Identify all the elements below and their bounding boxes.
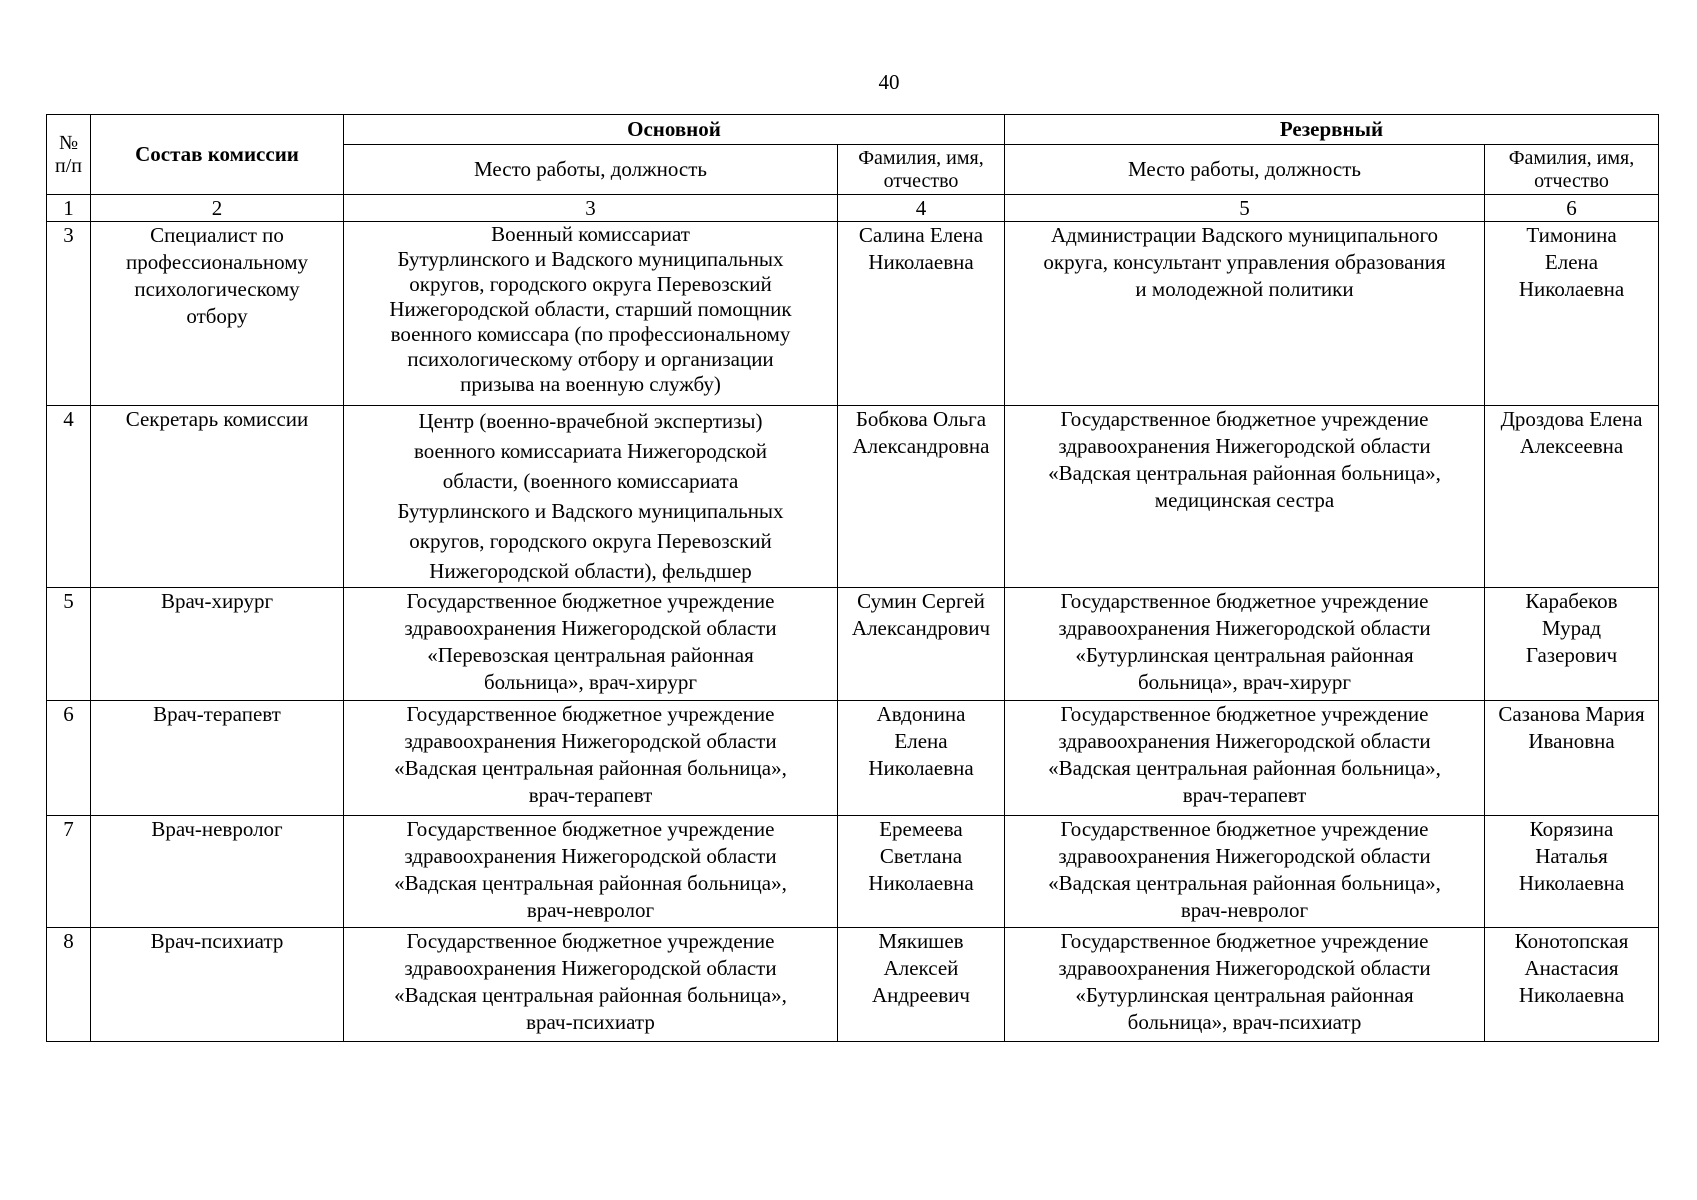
header-main-name: Фамилия, имя, отчество [838, 145, 1005, 195]
column-index-cell: 6 [1485, 195, 1659, 222]
table-row [47, 928, 1659, 1042]
row-role: Врач-психиатр [91, 928, 344, 1042]
row-reserve-workplace: Государственное бюджетное учреждение здравоохранения Нижегородской области «Вадская центральная районная больница», врач-терапевт [1005, 701, 1485, 816]
table-row [47, 816, 1659, 928]
header-reserve-workplace: Место работы, должность [1005, 145, 1485, 195]
row-role: Врач-хирург [91, 588, 344, 701]
header-num: № п/п [47, 115, 91, 195]
row-main-workplace: Государственное бюджетное учреждение здравоохранения Нижегородской области «Вадская центральная районная больница», врач-психиатр [344, 928, 838, 1042]
header-reserve-group: Резервный [1005, 115, 1659, 145]
row-reserve-name: Сазанова Мария Ивановна [1485, 701, 1659, 816]
commission-table [46, 114, 1659, 1042]
row-num: 7 [47, 816, 91, 928]
row-num: 3 [47, 222, 91, 406]
row-main-workplace: Государственное бюджетное учреждение здравоохранения Нижегородской области «Вадская центральная районная больница», врач-невролог [344, 816, 838, 928]
table-row [47, 406, 1659, 588]
column-index-cell: 4 [838, 195, 1005, 222]
row-role: Врач-невролог [91, 816, 344, 928]
row-main-name: Бобкова Ольга Александровна [838, 406, 1005, 588]
row-reserve-workplace: Государственное бюджетное учреждение здравоохранения Нижегородской области «Вадская центральная районная больница», врач-невролог [1005, 816, 1485, 928]
header-composition: Состав комиссии [91, 115, 344, 195]
row-main-workplace: Военный комиссариат Бутурлинского и Вадского муниципальных округов, городского округа Перевозский Нижегородской области, старший помощник военного комиссара (по профессиональному психологическому отбору и организации призыва на военную службу) [344, 222, 838, 406]
table-row [47, 588, 1659, 701]
row-main-name: Авдонина Елена Николаевна [838, 701, 1005, 816]
row-reserve-name: Корязина Наталья Николаевна [1485, 816, 1659, 928]
row-main-name: Еремеева Светлана Николаевна [838, 816, 1005, 928]
row-num: 5 [47, 588, 91, 701]
column-index-row [47, 195, 1659, 222]
row-reserve-workplace: Государственное бюджетное учреждение здравоохранения Нижегородской области «Вадская центральная районная больница», медицинская сестра [1005, 406, 1485, 588]
row-num: 6 [47, 701, 91, 816]
row-main-name: Мякишев Алексей Андреевич [838, 928, 1005, 1042]
header-main-group: Основной [344, 115, 1005, 145]
row-reserve-name: Карабеков Мурад Газерович [1485, 588, 1659, 701]
header-main-workplace: Место работы, должность [344, 145, 838, 195]
column-index-cell: 1 [47, 195, 91, 222]
row-num: 8 [47, 928, 91, 1042]
row-reserve-name: Конотопская Анастасия Николаевна [1485, 928, 1659, 1042]
row-reserve-workplace: Государственное бюджетное учреждение здравоохранения Нижегородской области «Бутурлинская центральная районная больница», врач-психиатр [1005, 928, 1485, 1042]
row-role: Специалист по профессиональному психологическому отбору [91, 222, 344, 406]
row-main-name: Сумин Сергей Александрович [838, 588, 1005, 701]
header-reserve-name: Фамилия, имя, отчество [1485, 145, 1659, 195]
row-role: Врач-терапевт [91, 701, 344, 816]
row-num: 4 [47, 406, 91, 588]
row-main-name: Салина Елена Николаевна [838, 222, 1005, 406]
row-reserve-workplace: Администрации Вадского муниципального округа, консультант управления образования и молодежной политики [1005, 222, 1485, 406]
column-index-cell: 2 [91, 195, 344, 222]
row-main-workplace: Государственное бюджетное учреждение здравоохранения Нижегородской области «Перевозская центральная районная больница», врач-хирург [344, 588, 838, 701]
column-index-cell: 3 [344, 195, 838, 222]
column-index-cell: 5 [1005, 195, 1485, 222]
page-number: 40 [878, 70, 900, 94]
row-reserve-workplace: Государственное бюджетное учреждение здравоохранения Нижегородской области «Бутурлинская центральная районная больница», врач-хирург [1005, 588, 1485, 701]
row-reserve-name: Дроздова Елена Алексеевна [1485, 406, 1659, 588]
row-reserve-name: Тимонина Елена Николаевна [1485, 222, 1659, 406]
table-row [47, 701, 1659, 816]
row-main-workplace: Центр (военно-врачебной экспертизы) военного комиссариата Нижегородской области, (военного комиссариата Бутурлинского и Вадского муниципальных округов, городского округа Перевозский Нижегородской области), фельдшер [344, 406, 838, 588]
row-main-workplace: Государственное бюджетное учреждение здравоохранения Нижегородской области «Вадская центральная районная больница», врач-терапевт [344, 701, 838, 816]
table-row [47, 222, 1659, 406]
row-role: Секретарь комиссии [91, 406, 344, 588]
